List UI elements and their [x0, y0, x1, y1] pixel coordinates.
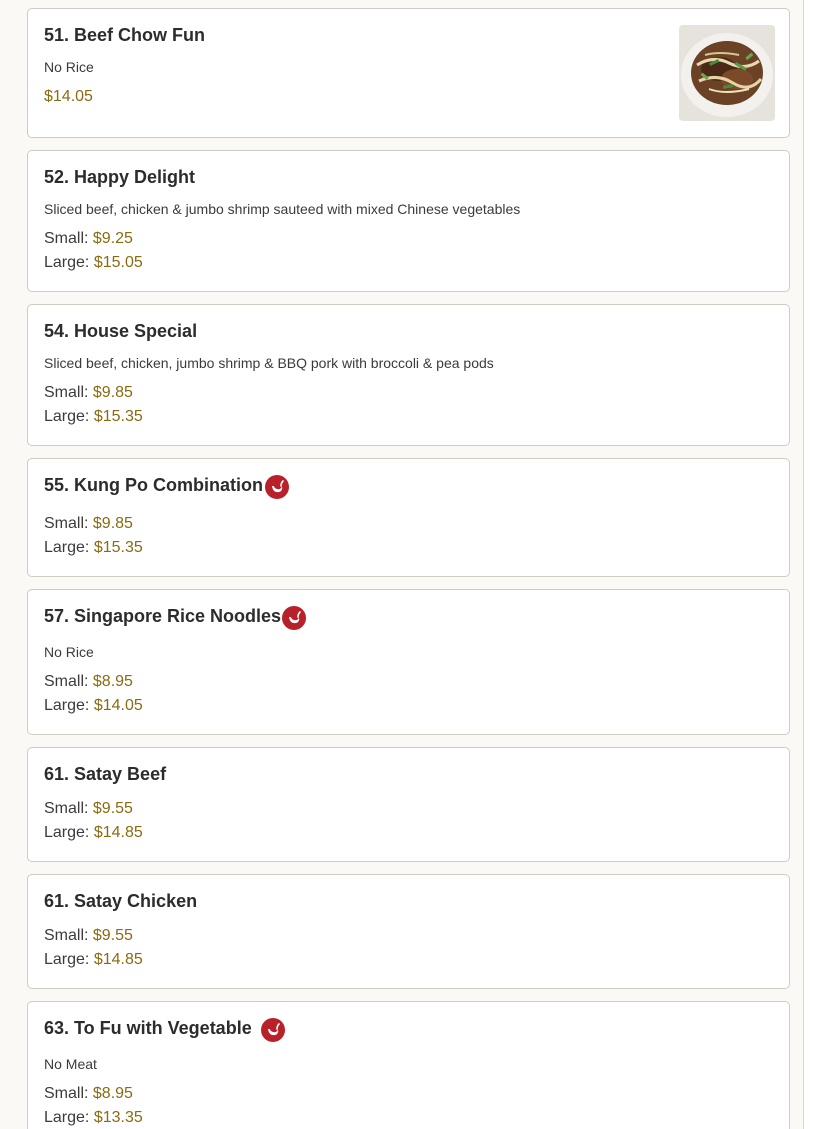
small-price: $8.95	[92, 673, 133, 690]
small-price: $9.55	[92, 800, 133, 817]
small-price-line	[44, 800, 133, 818]
chili-pepper-icon	[261, 1018, 285, 1042]
item-title: 61. Satay Beef	[44, 764, 167, 784]
menu-item-kung-po-combination[interactable]	[27, 458, 790, 577]
large-price-line	[44, 824, 143, 842]
large-label: Large:	[44, 697, 90, 714]
small-label: Small:	[44, 384, 89, 401]
menu-item-happy-delight[interactable]	[27, 150, 790, 292]
small-price: $9.85	[92, 515, 133, 532]
small-label: Small:	[44, 800, 89, 817]
large-label: Large:	[44, 824, 90, 841]
price-value: $14.05	[44, 88, 93, 105]
large-label: Large:	[44, 254, 90, 271]
large-label: Large:	[44, 539, 90, 556]
item-title: 51. Beef Chow Fun	[44, 25, 206, 45]
item-price	[44, 88, 93, 106]
large-price: $15.05	[93, 254, 143, 271]
item-title: 54. House Special	[44, 321, 198, 341]
item-description: Sliced beef, chicken & jumbo shrimp sauteed with mixed Chinese vegetables	[44, 201, 521, 217]
small-price-line	[44, 927, 133, 945]
large-price: $15.35	[93, 408, 143, 425]
item-title: 52. Happy Delight	[44, 167, 196, 187]
large-price-line	[44, 951, 143, 969]
small-price-line	[44, 515, 133, 533]
small-label: Small:	[44, 673, 89, 690]
large-price-line	[44, 697, 143, 715]
item-description: Sliced beef, chicken, jumbo shrimp & BBQ pork with broccoli & pea pods	[44, 355, 494, 371]
small-price: $9.85	[92, 384, 133, 401]
large-price: $14.85	[93, 951, 143, 968]
small-price-line	[44, 673, 133, 691]
small-label: Small:	[44, 1085, 89, 1102]
item-description: No Rice	[44, 59, 94, 75]
small-price: $8.95	[92, 1085, 133, 1102]
large-price: $13.35	[93, 1109, 143, 1126]
menu-item-house-special[interactable]	[27, 304, 790, 446]
large-label: Large:	[44, 1109, 90, 1126]
large-price-line	[44, 408, 143, 426]
large-label: Large:	[44, 408, 90, 425]
menu-item-beef-chow-fun[interactable]	[27, 8, 790, 138]
item-title: 57. Singapore Rice Noodles	[44, 606, 282, 626]
small-label: Small:	[44, 927, 89, 944]
item-title: 63. To Fu with Vegetable	[44, 1018, 252, 1038]
item-description: No Meat	[44, 1056, 97, 1072]
item-title: 55. Kung Po Combination	[44, 475, 263, 495]
large-label: Large:	[44, 951, 90, 968]
small-price-line	[44, 1085, 133, 1103]
chili-pepper-icon	[282, 606, 306, 630]
small-label: Small:	[44, 230, 89, 247]
menu-item-singapore-rice-noodles[interactable]	[27, 589, 790, 735]
large-price-line	[44, 539, 143, 557]
large-price: $15.35	[93, 539, 143, 556]
menu-item-to-fu-with-vegetable[interactable]	[27, 1001, 790, 1129]
menu-item-satay-beef[interactable]	[27, 747, 790, 862]
small-price-line	[44, 384, 133, 402]
small-price: $9.25	[92, 230, 133, 247]
menu-item-satay-chicken[interactable]	[27, 874, 790, 989]
item-photo[interactable]	[679, 25, 775, 121]
item-description: No Rice	[44, 644, 94, 660]
small-label: Small:	[44, 515, 89, 532]
large-price-line	[44, 1109, 143, 1127]
item-title: 61. Satay Chicken	[44, 891, 198, 911]
chili-pepper-icon	[265, 475, 289, 499]
small-price-line	[44, 230, 133, 248]
large-price-line	[44, 254, 143, 272]
large-price: $14.05	[93, 697, 143, 714]
small-price: $9.55	[92, 927, 133, 944]
large-price: $14.85	[93, 824, 143, 841]
beef-chow-fun-photo	[679, 25, 775, 121]
